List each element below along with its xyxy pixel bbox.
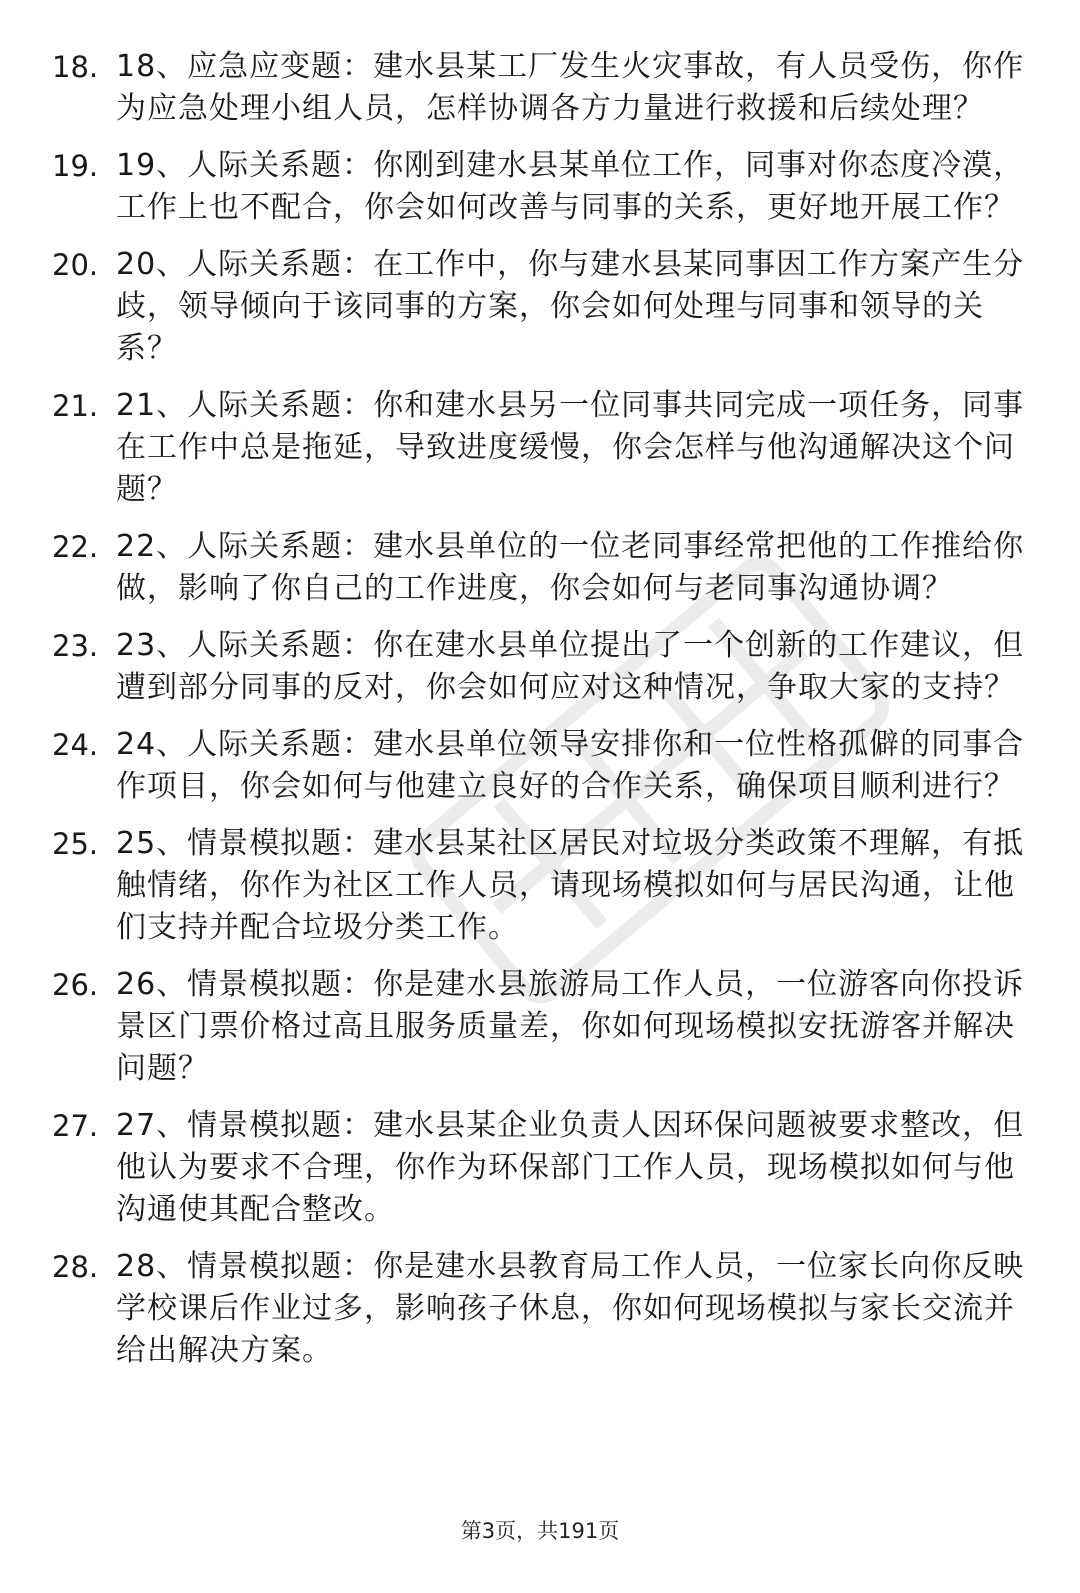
- question-number: 24.: [52, 728, 99, 762]
- question-item-19: [52, 145, 1042, 229]
- question-number: 19.: [52, 149, 99, 183]
- question-number: 20.: [52, 248, 99, 282]
- question-text: 19、人际关系题：你刚到建水县某单位工作，同事对你态度冷漠，工作上也不配合，你会如何改善与同事的关系，更好地开展工作？: [116, 148, 1025, 225]
- page-number-footer: 第3页，共191页: [460, 1519, 620, 1543]
- question-item-21: [52, 385, 1042, 511]
- question-item-26: [52, 964, 1042, 1090]
- question-number: 22.: [52, 530, 99, 564]
- question-item-20: [52, 244, 1042, 370]
- question-number: 25.: [52, 827, 99, 861]
- question-text: 25、情景模拟题：建水县某社区居民对垃圾分类政策不理解，有抵触情绪，你作为社区工作人员，请现场模拟如何与居民沟通，让他们支持并配合垃圾分类工作。: [116, 826, 1025, 945]
- question-item-24: [52, 724, 1042, 808]
- question-text: 21、人际关系题：你和建水县另一位同事共同完成一项任务，同事在工作中总是拖延，导致进度缓慢，你会怎样与他沟通解决这个问题？: [116, 388, 1025, 507]
- question-number: 27.: [52, 1109, 99, 1143]
- question-item-28: [52, 1246, 1042, 1372]
- question-number: 26.: [52, 968, 99, 1002]
- question-text: 23、人际关系题：你在建水县单位提出了一个创新的工作建议，但遭到部分同事的反对，你会如何应对这种情况，争取大家的支持？: [116, 628, 1025, 705]
- question-item-22: [52, 526, 1042, 610]
- question-text: 22、人际关系题：建水县单位的一位老同事经常把他的工作推给你做，影响了你自己的工作进度，你会如何与老同事沟通协调？: [116, 529, 1025, 606]
- question-text: 24、人际关系题：建水县单位领导安排你和一位性格孤僻的同事合作项目，你会如何与他建立良好的合作关系，确保项目顺利进行？: [116, 727, 1025, 804]
- question-number: 23.: [52, 629, 99, 663]
- question-text: 28、情景模拟题：你是建水县教育局工作人员，一位家长向你反映学校课后作业过多，影响孩子休息，你如何现场模拟与家长交流并给出解决方案。: [116, 1249, 1025, 1368]
- question-number: 18.: [52, 50, 99, 84]
- question-text: 18、应急应变题：建水县某工厂发生火灾事故，有人员受伤，你作为应急处理小组人员，怎样协调各方力量进行救援和后续处理？: [116, 49, 1025, 126]
- question-item-23: [52, 625, 1042, 709]
- question-number: 21.: [52, 389, 99, 423]
- question-item-27: [52, 1105, 1042, 1231]
- question-text: 20、人际关系题：在工作中，你与建水县某同事因工作方案产生分歧，领导倾向于该同事的方案，你会如何处理与同事和领导的关系？: [116, 247, 1025, 366]
- question-text: 27、情景模拟题：建水县某企业负责人因环保问题被要求整改，但他认为要求不合理，你作为环保部门工作人员，现场模拟如何与他沟通使其配合整改。: [116, 1108, 1025, 1227]
- question-list: [52, 46, 1042, 1387]
- question-item-25: [52, 823, 1042, 949]
- question-number: 28.: [52, 1250, 99, 1284]
- question-item-18: [52, 46, 1042, 130]
- question-text: 26、情景模拟题：你是建水县旅游局工作人员，一位游客向你投诉景区门票价格过高且服务质量差，你如何现场模拟安抚游客并解决问题？: [116, 967, 1025, 1086]
